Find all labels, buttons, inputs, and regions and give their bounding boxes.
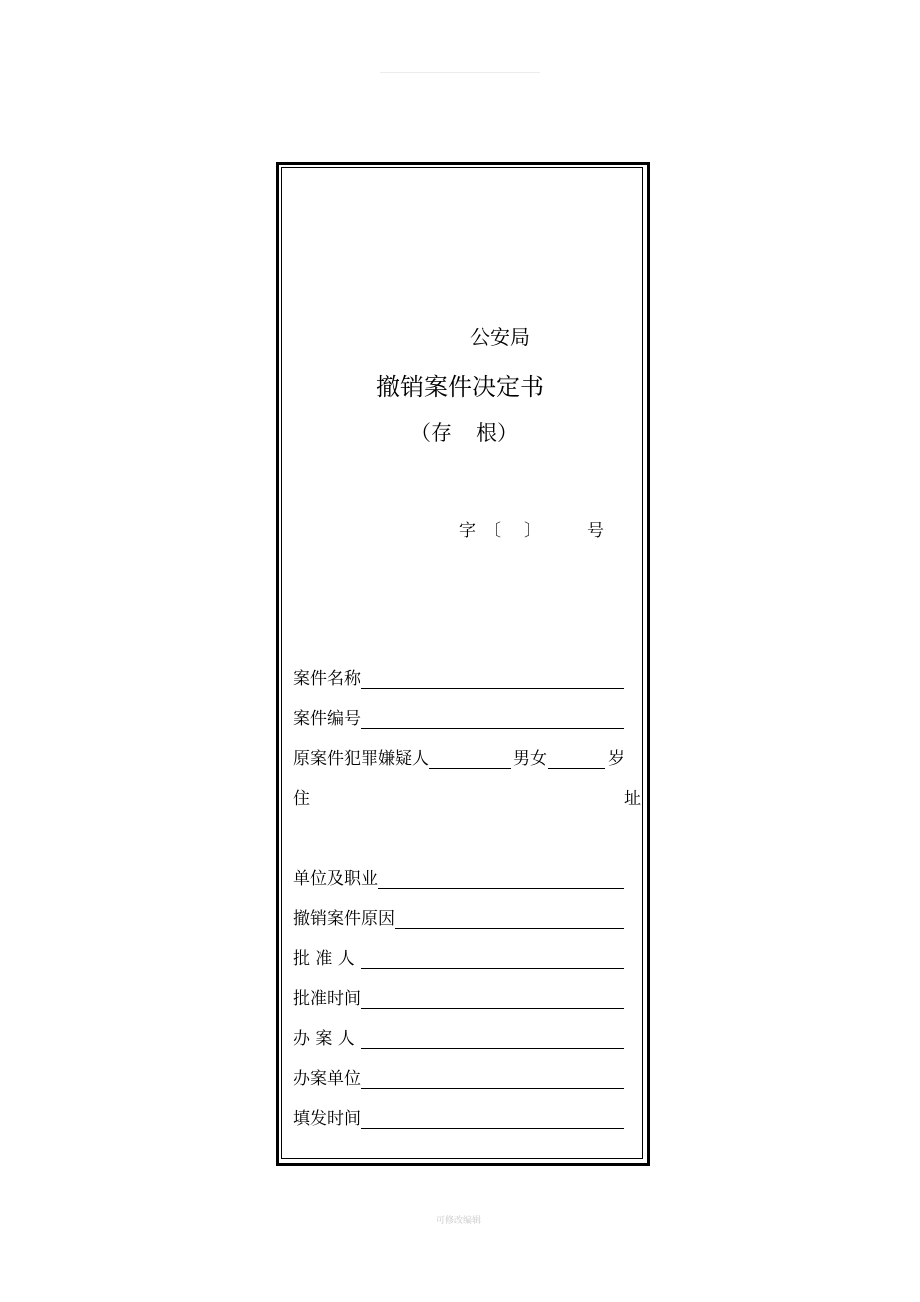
field-row-issue-time [293,1108,625,1130]
field-line-approver [361,968,624,969]
field-row-case-name [293,668,625,690]
field-label-address-left: 住 [293,789,310,809]
field-row-case-number [293,708,625,730]
field-label-age: 岁 [608,749,625,769]
stub-label-open: （存 [410,421,452,445]
stub-label [410,422,518,444]
field-row-employer [293,868,625,890]
field-line-suspect-name [429,768,511,769]
field-line-issue-time [361,1128,624,1129]
field-row-suspect [293,748,627,770]
field-line-employer [378,888,624,889]
field-row-approval-time [293,988,625,1010]
agency-name: 公安局 [470,325,530,349]
field-label-address-right: 址 [624,789,641,809]
field-label-handler: 办 案 人 [293,1029,355,1049]
header-rule [380,72,540,73]
form-inner-border [281,167,643,1159]
field-label-issue-time: 填发时间 [293,1109,361,1129]
footer-note: 可修改编辑 [436,1216,482,1226]
field-row-reason [293,908,625,930]
field-line-age [548,768,605,769]
field-label-approver: 批 准 人 [293,949,355,969]
field-label-approval-time: 批准时间 [293,989,361,1009]
serial-left-bracket: 〔 [484,521,501,541]
field-row-address [293,788,641,810]
field-label-suspect: 原案件犯罪嫌疑人 [293,749,429,769]
field-line-case-name [361,688,624,689]
document-title: 撤销案件决定书 [376,373,544,401]
field-line-reason [395,928,624,929]
field-label-case-name: 案件名称 [293,669,361,689]
serial-right-bracket: 〕 [524,521,541,541]
field-line-handler [361,1048,624,1049]
field-label-employer: 单位及职业 [293,869,378,889]
serial-hao: 号 [587,521,604,541]
field-label-reason: 撤销案件原因 [293,909,395,929]
field-row-handling-unit [293,1068,625,1090]
field-line-approval-time [361,1008,624,1009]
stub-label-close: 根） [476,421,518,445]
field-label-handling-unit: 办案单位 [293,1069,361,1089]
field-line-case-number [361,728,624,729]
serial-zi: 字 [459,521,476,541]
field-label-case-number: 案件编号 [293,709,361,729]
field-row-handler [293,1028,625,1050]
field-row-approver [293,948,625,970]
field-label-gender: 男女 [513,749,547,769]
field-line-handling-unit [361,1088,624,1089]
